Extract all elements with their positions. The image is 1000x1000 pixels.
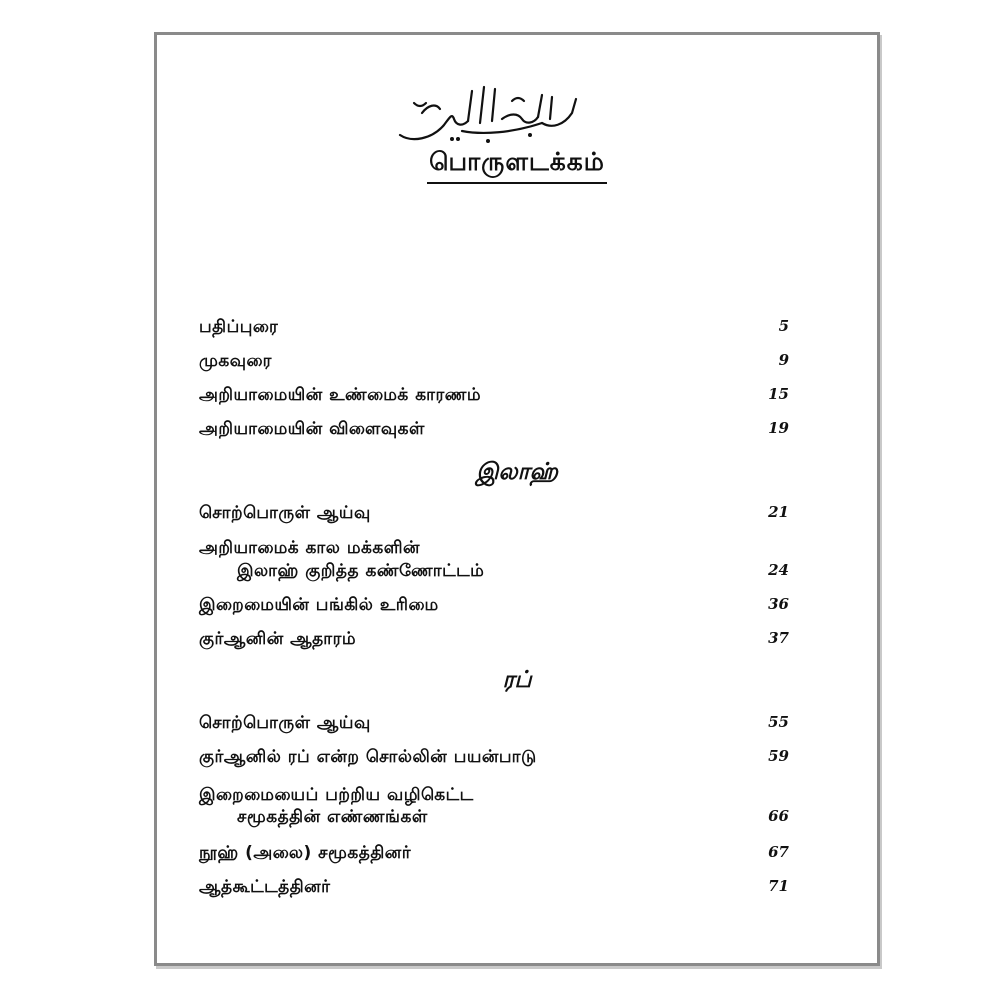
toc-entry bbox=[199, 843, 789, 873]
toc-entry-label: சமூகத்தின் எண்ணங்கள் bbox=[237, 807, 428, 827]
bismillah-calligraphy bbox=[392, 73, 582, 153]
toc-entry-label: குர்ஆனின் ஆதாரம் bbox=[199, 629, 357, 649]
toc-entry-label: இறைமையைப் பற்றிய வழிகெட்ட bbox=[199, 785, 474, 805]
toc-entry-label: ஆத்கூட்டத்தினர் bbox=[199, 877, 331, 897]
toc-entry bbox=[199, 747, 789, 777]
toc-entry bbox=[199, 629, 789, 659]
toc-entry-page: 59 bbox=[768, 747, 789, 765]
toc-entry bbox=[199, 877, 789, 907]
toc-entry bbox=[199, 419, 789, 449]
toc-entry-label: பதிப்புரை bbox=[199, 317, 279, 337]
toc-entry-page: 5 bbox=[778, 317, 789, 335]
toc-entry-label: இறைமையின் பங்கில் உரிமை bbox=[199, 595, 439, 615]
toc-entry-page: 9 bbox=[778, 351, 789, 369]
toc-entry-page: 15 bbox=[768, 385, 789, 403]
toc-entry-page: 67 bbox=[768, 843, 789, 861]
toc-entry bbox=[199, 503, 789, 533]
toc-entry-label: அறியாமையின் உண்மைக் காரணம் bbox=[199, 385, 482, 405]
toc-entry-page: 55 bbox=[768, 713, 789, 731]
toc-entry-page: 21 bbox=[768, 503, 789, 521]
toc-entry-label: குர்ஆனில் ரப் என்ற சொல்லின் பயன்பாடு bbox=[199, 747, 537, 767]
toc-entry-page: 24 bbox=[768, 561, 789, 579]
page-title bbox=[157, 147, 877, 180]
toc-entry-label: அறியாமைக் கால மக்களின் bbox=[199, 538, 421, 558]
toc-entry-label: சொற்பொருள் ஆய்வு bbox=[199, 713, 371, 733]
toc-entry bbox=[199, 713, 789, 743]
toc-entry-label: சொற்பொருள் ஆய்வு bbox=[199, 503, 371, 523]
toc-entry-page: 66 bbox=[768, 807, 789, 825]
toc-entry bbox=[199, 595, 789, 625]
toc-entry-page: 37 bbox=[768, 629, 789, 647]
toc-entry bbox=[199, 351, 789, 381]
toc-entry-label: முகவுரை bbox=[199, 351, 272, 371]
toc-entry-page: 36 bbox=[768, 595, 789, 613]
toc-entry bbox=[199, 317, 789, 347]
toc-entry-label: நூஹ் (அலை) சமூகத்தினர் bbox=[199, 843, 412, 863]
title-text: பொருளடக்கம் bbox=[427, 147, 607, 184]
toc-entry-label: இலாஹ் குறித்த கண்ணோட்டம் bbox=[237, 561, 485, 581]
toc-entry-page: 71 bbox=[768, 877, 789, 895]
toc-entry-continued bbox=[199, 807, 789, 837]
book-page bbox=[154, 32, 880, 966]
toc-entry-label: அறியாமையின் விளைவுகள் bbox=[199, 419, 425, 439]
toc-entry-page: 19 bbox=[768, 419, 789, 437]
section-heading-rab: ரப் bbox=[502, 667, 532, 693]
section-heading-ilah: இலாஹ் bbox=[476, 459, 558, 485]
toc-entry-continued bbox=[199, 561, 789, 591]
toc-entry bbox=[199, 385, 789, 415]
